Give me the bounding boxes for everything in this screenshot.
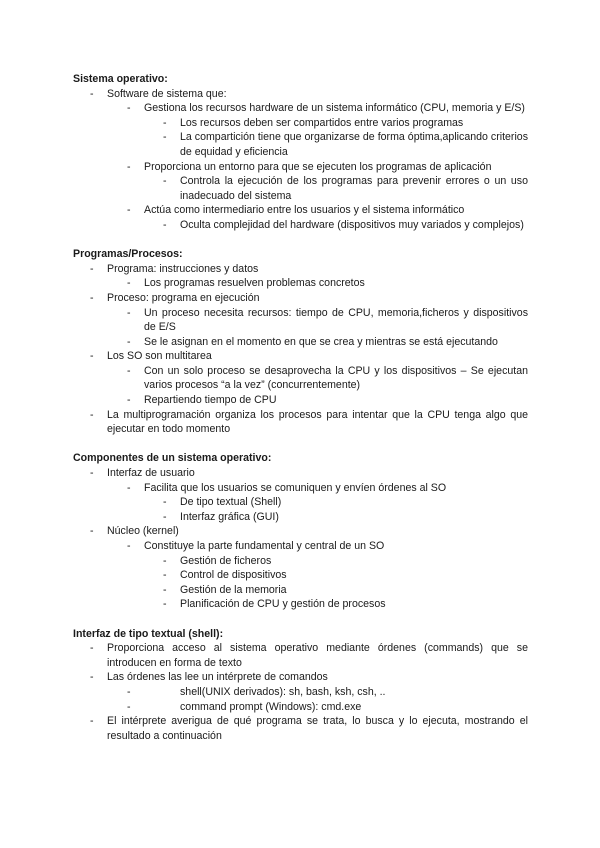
list-item: - Proporciona un entorno para que se ejecuten los programas de aplicación: [73, 160, 528, 175]
bullet-list: [73, 641, 528, 743]
section-3: [73, 451, 528, 612]
list-item: - shell(UNIX derivados): sh, bash, ksh, csh, ..: [73, 685, 528, 700]
section-heading: Programas/Procesos:: [73, 248, 183, 261]
list-item: - Software de sistema que:: [73, 87, 528, 102]
list-item: - Los recursos deben ser compartidos entre varios programas: [73, 116, 528, 131]
section-2: [73, 247, 528, 437]
section-heading: Sistema operativo:: [73, 73, 168, 85]
list-item: - Interfaz de usuario: [73, 466, 528, 481]
document-content: [73, 72, 528, 758]
list-item: - Actúa como intermediario entre los usuarios y el sistema informático: [73, 203, 528, 218]
list-item: - Control de dispositivos: [73, 568, 528, 583]
list-item: - Se le asignan en el momento en que se crea y mientras se está ejecutando: [73, 335, 528, 350]
list-item: - Planificación de CPU y gestión de procesos: [73, 597, 528, 612]
list-item: - Repartiendo tiempo de CPU: [73, 393, 528, 408]
list-item: - La compartición tiene que organizarse de forma óptima,aplicando criterios de equidad y eficiencia: [73, 130, 528, 159]
list-item: - Gestión de ficheros: [73, 554, 528, 569]
bullet-list: [73, 466, 528, 612]
section-heading: Componentes de un sistema operativo:: [73, 452, 272, 465]
list-item: - Las órdenes las lee un intérprete de comandos: [73, 670, 528, 685]
bullet-list: [73, 262, 528, 437]
list-item: - Programa: instrucciones y datos: [73, 262, 528, 277]
list-item: - Con un solo proceso se desaprovecha la CPU y los dispositivos – Se ejecutan varios procesos “a la vez” (concurrentemente): [73, 364, 528, 393]
list-item: - Núcleo (kernel): [73, 524, 528, 539]
list-item: - Facilita que los usuarios se comuniquen y envíen órdenes al SO: [73, 481, 528, 496]
section-heading: Interfaz de tipo textual (shell):: [73, 627, 224, 640]
list-item: - Gestiona los recursos hardware de un sistema informático (CPU, memoria y E/S): [73, 101, 528, 116]
list-item: - Interfaz gráfica (GUI): [73, 510, 528, 525]
list-item: - command prompt (Windows): cmd.exe: [73, 700, 528, 715]
list-item: - De tipo textual (Shell): [73, 495, 528, 510]
bullet-list: [73, 87, 528, 233]
list-item: - Constituye la parte fundamental y central de un SO: [73, 539, 528, 554]
list-item: - Un proceso necesita recursos: tiempo de CPU, memoria,ficheros y dispositivos de E/S: [73, 306, 528, 335]
list-item: - Los programas resuelven problemas concretos: [73, 276, 528, 291]
list-item: - La multiprogramación organiza los procesos para intentar que la CPU tenga algo que ejecutar en todo momento: [73, 408, 528, 437]
list-item: - Proporciona acceso al sistema operativo mediante órdenes (commands) que se introducen en forma de texto: [73, 641, 528, 670]
section-4: [73, 627, 528, 744]
list-item: - Gestión de la memoria: [73, 583, 528, 598]
list-item: - Oculta complejidad del hardware (dispositivos muy variados y complejos): [73, 218, 528, 233]
list-item: - El intérprete averigua de qué programa se trata, lo busca y lo ejecuta, mostrando el resultado a continuación: [73, 714, 528, 743]
section-1: [73, 72, 528, 233]
list-item: - Proceso: programa en ejecución: [73, 291, 528, 306]
list-item: - Controla la ejecución de los programas para prevenir errores o un uso inadecuado del sistema: [73, 174, 528, 203]
list-item: - Los SO son multitarea: [73, 349, 528, 364]
